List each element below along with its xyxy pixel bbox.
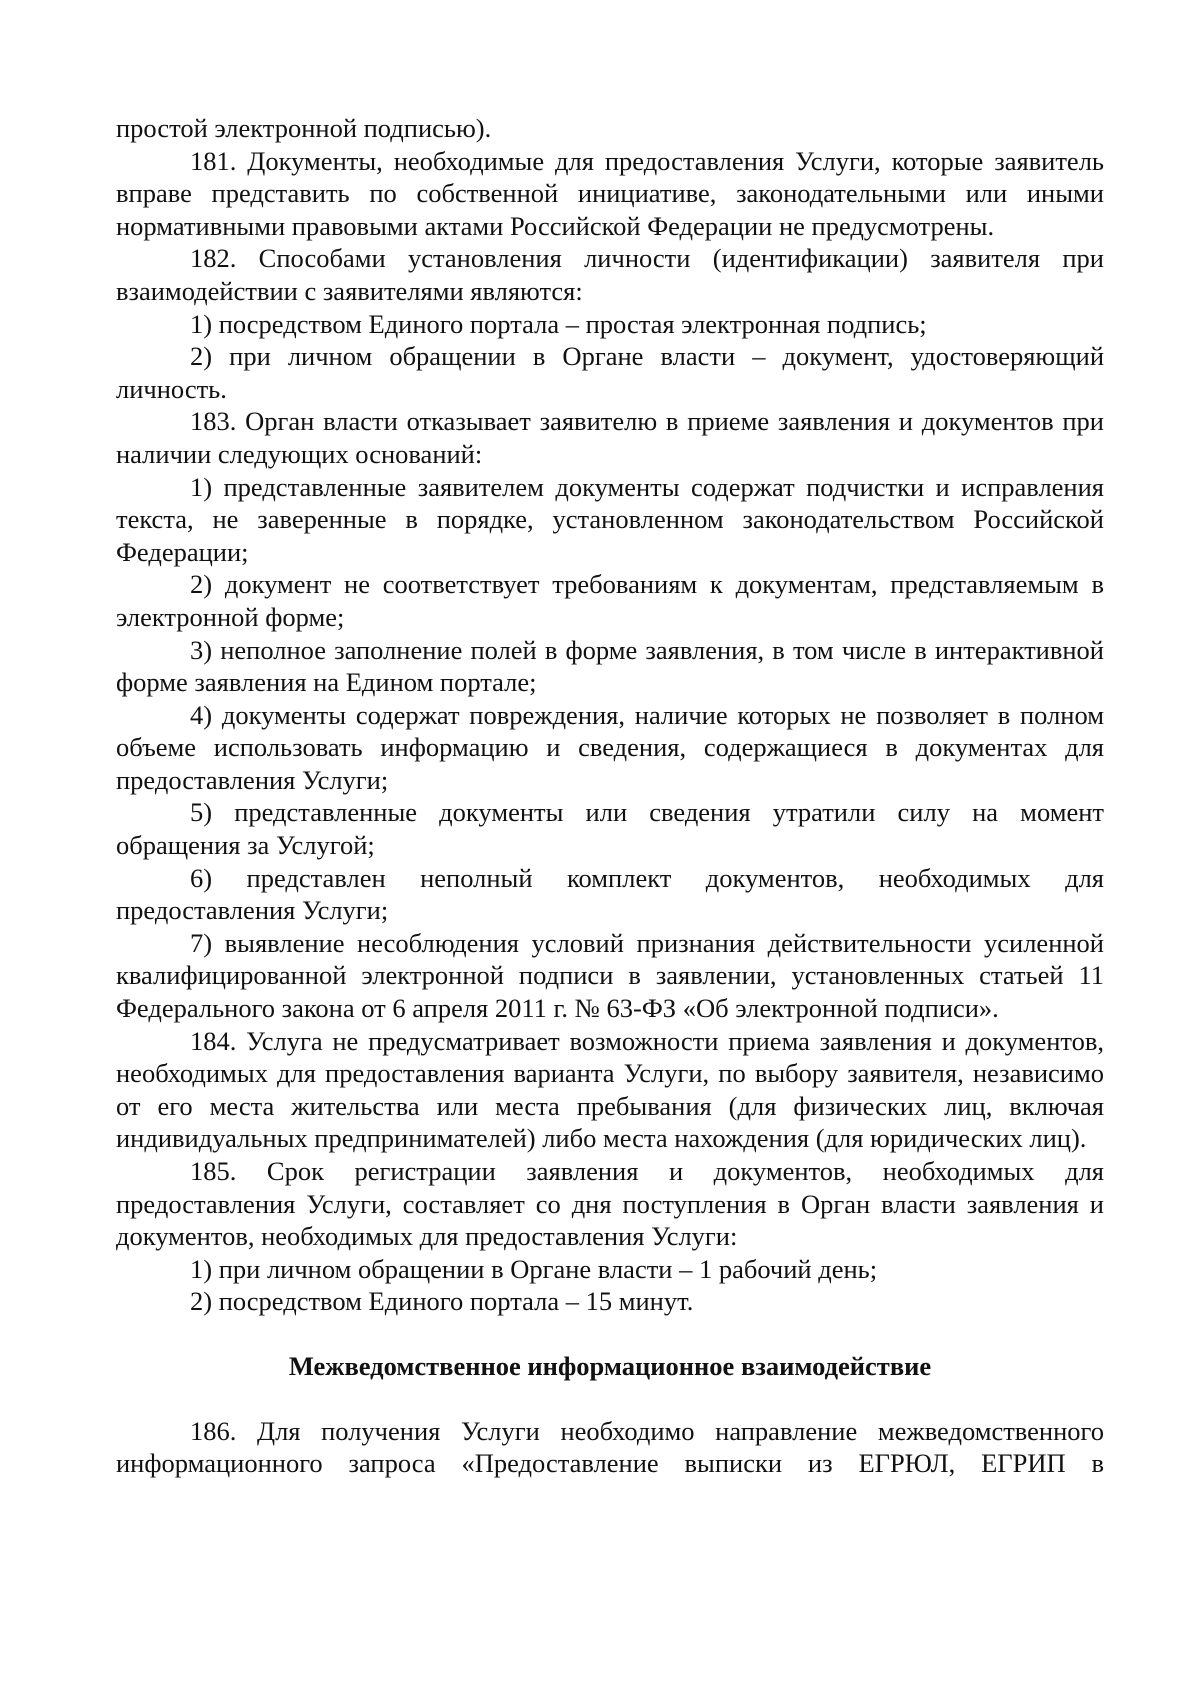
list-item-183-5: 5) представленные документы или сведения утратили силу на момент обращения за Услугой; xyxy=(116,797,1104,861)
paragraph-182: 182. Способами установления личности (идентификации) заявителя при взаимодействии с заявителями являются: xyxy=(116,243,1104,306)
list-item-183-1: 1) представленные заявителем документы содержат подчистки и исправления текста, не заверенные в порядке, установленном законодательством Российской Федерации; xyxy=(116,471,1104,567)
list-item-183-7: 7) выявление несоблюдения условий признания действительности усиленной квалифицированной электронной подписи в заявлении, установленных статьей 11 Федерального закона от 6 апреля 2011 г. № 63-ФЗ «Об электронной подписи». xyxy=(116,927,1104,1024)
section-heading: Межведомственное информационное взаимодействие xyxy=(288,1350,932,1381)
list-item-183-6: 6) представлен неполный комплект документов, необходимых для предоставления Услуги; xyxy=(116,862,1104,926)
list-item-183-3: 3) неполное заполнение полей в форме заявления, в том числе в интерактивной форме заявления на Едином портале; xyxy=(116,634,1104,698)
list-item-182-2: 2) при личном обращении в Органе власти – документ, удостоверяющий личность. xyxy=(116,341,1104,404)
list-item-185-1: 1) при личном обращении в Органе власти – 1 рабочий день; xyxy=(190,1253,878,1284)
paragraph-186: 186. Для получения Услуги необходимо направление межведомственного информационного запроса «Предоставление выписки из ЕГРЮЛ, ЕГРИП в xyxy=(116,1415,1104,1479)
paragraph-183: 183. Орган власти отказывает заявителю в приеме заявления и документов при наличии следующих оснований: xyxy=(116,406,1104,469)
list-item-183-4: 4) документы содержат повреждения, наличие которых не позволяет в полном объеме использовать информацию и сведения, содержащиеся в документах для предоставления Услуги; xyxy=(116,699,1104,795)
list-item-183-2: 2) документ не соответствует требованиям к документам, представляемым в электронной форме; xyxy=(116,569,1104,632)
list-item-182-1: 1) посредством Единого портала – простая электронная подпись; xyxy=(190,308,927,339)
paragraph-184: 184. Услуга не предусматривает возможности приема заявления и документов, необходимых для предоставления варианта Услуги, по выбору заявителя, независимо от его места жительства или места пребывания (для физических лиц, включая индивидуальных предпринимателей) либо места нахождения (для юридических лиц). xyxy=(116,1025,1104,1154)
document-page xyxy=(116,112,1104,1480)
list-item-185-2: 2) посредством Единого портала – 15 минут. xyxy=(190,1286,694,1317)
paragraph-continuation: простой электронной подписью). xyxy=(116,113,492,143)
paragraph-185: 185. Срок регистрации заявления и документов, необходимых для предоставления Услуги, составляет со дня поступления в Орган власти заявления и документов, необходимых для предоставления Услуги: xyxy=(116,1156,1104,1252)
paragraph-181: 181. Документы, необходимые для предоставления Услуги, которые заявитель вправе представить по собственной инициативе, законодательными или иными нормативными правовыми актами Российской Федерации не предусмотрены. xyxy=(116,145,1104,241)
